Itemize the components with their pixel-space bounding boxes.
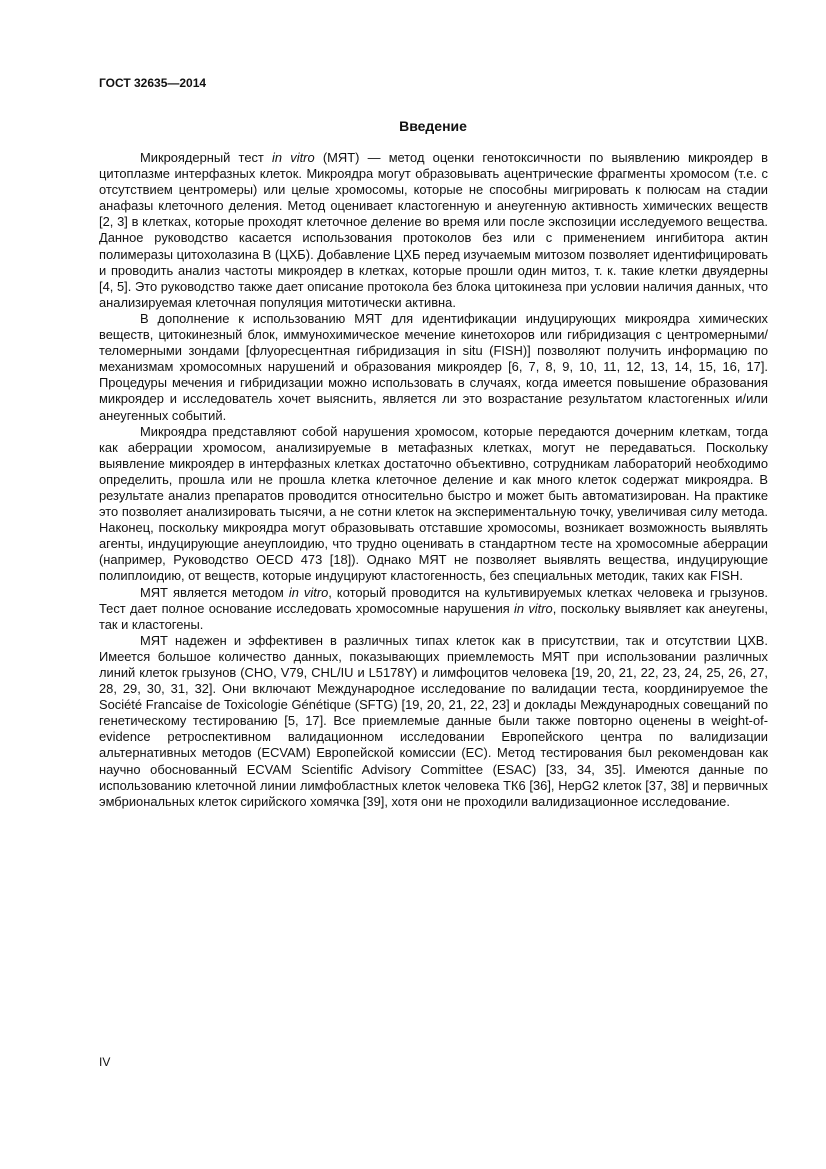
text-segment: В дополнение к использованию МЯТ для идентификации индуцирующих микроядра химических веществ, цитокинезный блок, иммунохимическое мечение кинетохоров или гибридизация с центромерными/теломерными зондами [флуоресцентная гибридизация in situ (FISH)] позволяют получить информацию по механизмам хромосомных нарушений и образования микроядер [6, 7, 8, 9, 10, 11, 12, 13, 14, 15, 16, 17]. Процедуры мечения и гибридизации можно использовать в случаях, когда имеется повышение образования микроядер и исследователь хочет выяснить, является ли это возрастание результатом кластогенных и/или анеугенных событий. bbox=[99, 310, 768, 423]
italic-term: in vitro bbox=[272, 150, 315, 165]
italic-term: in vitro bbox=[288, 584, 329, 600]
text-segment: Микроядерный тест bbox=[140, 150, 273, 165]
paragraph bbox=[99, 424, 768, 585]
document-code: ГОСТ 32635—2014 bbox=[99, 76, 207, 90]
paragraph bbox=[99, 585, 768, 633]
text-segment: МЯТ является методом bbox=[140, 584, 289, 600]
paragraph bbox=[99, 150, 768, 311]
italic-term: in vitro bbox=[514, 600, 553, 616]
paragraph bbox=[99, 311, 768, 424]
text-segment: , который проводится на культивируемых клетках человека и грызунов. Тест дает полное основание исследовать хромосомные нарушения bbox=[99, 584, 768, 616]
text-segment: , поскольку выявляет как анеугены, так и кластогены. bbox=[99, 600, 768, 632]
text-segment: МЯТ надежен и эффективен в различных типах клеток как в присутствии, так и отсутствии ЦХВ. Имеется большое количество данных, показывающих приемлемость МЯТ при использовании различных линий клеток грызунов (CHO, V79, CHL/IU и L5178Y) и лимфоцитов человека [19, 20, 21, 22, 23, 24, 25, 26, 27, 28, 29, 30, 31, 32]. Они включают Международное исследование по валидации теста, координируемое the Société Francaise de Toxicologie Génétique (SFTG) [19, 20, 21, 22, 23] и доклады Международных совещаний по генетическому тестированию [5, 17]. Все приемлемые данные были также повторно оценены в weight-of-evidence ретроспективном валидационном исследовании Европейского центра по валидизации альтернативных методов (ECVAM) Европейской комиссии (ЕС). Метод тестирования был рекомендован как научно обоснованный ECVAM Scientific Advisory Committee (ESAC) [33, 34, 35]. Имеются данные по использованию клеточной линии лимфобластных клеток человека ТК6 [36], HepG2 клеток [37, 38] и первичных эмбриональных клеток сирийского хомячка [39], хотя они не проходили валидизационное исследование. bbox=[99, 632, 768, 809]
text-segment: Микроядра представляют собой нарушения хромосом, которые передаются дочерним клеткам, тогда как аберрации хромосом, анализируемые в метафазных клетках, могут не передаваться. Поскольку выявление микроядер в интерфазных клетках достаточно объективно, сотрудникам лабораторий необходимо определить, прошла или не прошла клетка клеточное деление и как много клеток содержат микроядра. В результате анализ препаратов проводится относительно быстро и может быть автоматизирован. На практике это позволяет анализировать тысячи, а не сотни клеток на экспериментальную точку, увеличивая силу метода. Наконец, поскольку микроядра могут образовывать отставшие хромосомы, возникает возможность выявлять агенты, индуцирующие анеуплоидию, что трудно оценивать в стандартном тесте на хромосомные аберрации (например, Руководство OECD 473 [18]). Однако МЯТ не позволяет выявлять вещества, индуцирующие полиплоидию, от веществ, которые индуцируют кластогенность, без специальных методик, таких как FISH. bbox=[99, 423, 768, 584]
text-segment: (МЯТ) — метод оценки генотоксичности по выявлению микроядер в цитоплазме интерфазных клеток. Микроядра могут образовывать ацентрические фрагменты хромосом (т.е. с отсутствием центромеры) или целые хромосомы, которые не способны мигрировать к полюсам на стадии анафазы клеточного деления. Метод оценивает кластогенную и анеугенную активность химических веществ [2, 3] в клетках, которые проходят клеточное деление во время или после экспозиции исследуемого вещества. Данное руководство касается использования протоколов без или с применением ингибитора актин полимеразы цитохолазина В (ЦХБ). Добавление ЦХБ перед изучаемым митозом позволяет идентифицировать и проводить анализ частоты микроядер в клетках, которые прошли один митоз, т. к. такие клетки двуядерны [4, 5]. Это руководство также дает описание протокола без блока цитокинеза при условии наличия данных, что анализируемая клеточная популяция митотически активна. bbox=[99, 150, 768, 310]
paragraph bbox=[99, 633, 768, 810]
page-number: IV bbox=[99, 1055, 111, 1069]
section-title: Введение bbox=[399, 118, 467, 134]
document-body bbox=[99, 150, 768, 810]
